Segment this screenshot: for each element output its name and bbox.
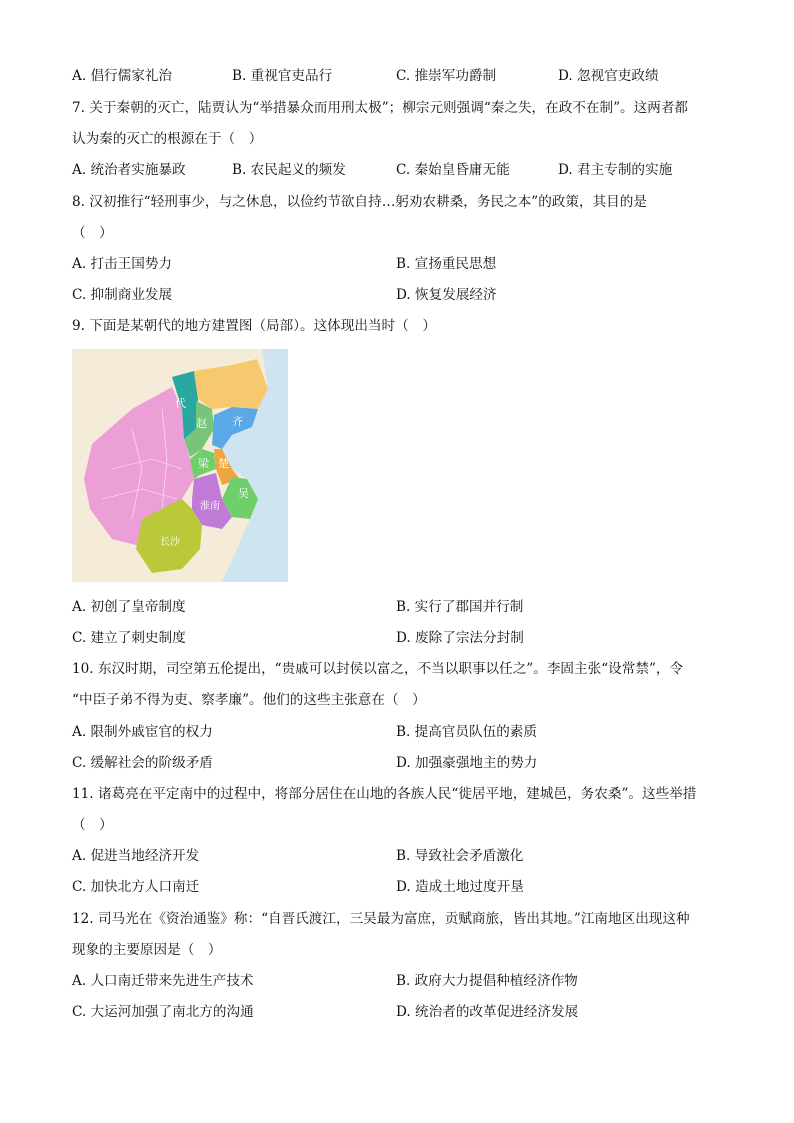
- q7-option-d: D. 君主专制的实施: [558, 162, 673, 178]
- q12-stem-line-2: 现象的主要原因是（ ）: [72, 942, 222, 958]
- map-label-chu: 楚: [218, 457, 229, 470]
- q7-stem-line-2: 认为秦的灭亡的根源在于（ ）: [72, 131, 263, 147]
- q7-option-b: B. 农民起义的频发: [232, 162, 346, 178]
- q12-option-d: D. 统治者的改革促进经济发展: [396, 1004, 579, 1020]
- q7-option-c: C. 秦始皇昏庸无能: [396, 162, 510, 178]
- q11-option-d: D. 造成土地过度开垦: [396, 879, 524, 895]
- map-label-liang: 梁: [198, 457, 209, 470]
- q9-option-c: C. 建立了刺史制度: [72, 630, 186, 646]
- q7-stem-line-1: 7. 关于秦朝的灭亡，陆贾认为“举措暴众而用刑太极”；柳宗元则强调“秦之失，在政不在制”。这两者都: [72, 100, 689, 116]
- q12-stem-line-1: 12. 司马光在《资治通鉴》称：“自晋氏渡江，三吴最为富庶，贡赋商旅，皆出其地。”江南地区出现这种: [72, 911, 690, 927]
- q6-option-c: C. 推崇军功爵制: [396, 68, 497, 84]
- q6-option-b: B. 重视官吏品行: [232, 68, 333, 84]
- q7-option-a: A. 统治者实施暴政: [72, 162, 186, 178]
- q9-option-a: A. 初创了皇帝制度: [72, 599, 186, 615]
- q6-option-a: A. 倡行儒家礼治: [72, 68, 173, 84]
- q11-stem-line-2: （ ）: [72, 817, 113, 833]
- q8-stem-line-1: 8. 汉初推行“轻刑事少，与之休息，以俭约节欲自持…躬劝农耕桑，务民之本”的政策，其目的是: [72, 194, 647, 210]
- q10-stem-line-1: 10. 东汉时期，司空第五伦提出，“贵戚可以封侯以富之，不当以职事以任之”。李固主张“设常禁”，令: [72, 661, 684, 677]
- map-label-zhao: 赵: [196, 417, 207, 430]
- q10-option-d: D. 加强豪强地主的势力: [396, 755, 538, 771]
- q9-option-d: D. 废除了宗法分封制: [396, 630, 524, 646]
- q12-option-c: C. 大运河加强了南北方的沟通: [72, 1004, 254, 1020]
- q11-option-c: C. 加快北方人口南迁: [72, 879, 200, 895]
- q9-option-b: B. 实行了郡国并行制: [396, 599, 524, 615]
- q10-option-b: B. 提高官员队伍的素质: [396, 724, 537, 740]
- q8-option-d: D. 恢复发展经济: [396, 287, 497, 303]
- map-label-huainan: 淮南: [200, 501, 220, 512]
- q10-stem-line-2: “中臣子弟不得为吏、察孝廉”。他们的这些主张意在（ ）: [72, 692, 426, 708]
- map-label-changsha: 长沙: [160, 537, 180, 548]
- q10-option-a: A. 限制外戚宦官的权力: [72, 724, 213, 740]
- q8-option-b: B. 宣扬重民思想: [396, 256, 497, 272]
- map-label-wu: 吴: [238, 487, 249, 500]
- map-label-dai: 代: [175, 397, 186, 410]
- q12-option-a: A. 人口南迁带来先进生产技术: [72, 973, 254, 989]
- q8-option-c: C. 抑制商业发展: [72, 287, 173, 303]
- q12-option-b: B. 政府大力提倡种植经济作物: [396, 973, 578, 989]
- q11-option-b: B. 导致社会矛盾激化: [396, 848, 524, 864]
- q6-option-d: D. 忽视官吏政绩: [558, 68, 659, 84]
- q10-option-c: C. 缓解社会的阶级矛盾: [72, 755, 213, 771]
- q8-option-a: A. 打击王国势力: [72, 256, 173, 272]
- q11-option-a: A. 促进当地经济开发: [72, 848, 200, 864]
- han-administrative-map: [72, 349, 288, 582]
- q11-stem-line-1: 11. 诸葛亮在平定南中的过程中，将部分居住在山地的各族人民“徙居平地，建城邑，务农桑”。这些举措: [72, 786, 697, 802]
- map-label-qi: 齐: [232, 415, 243, 428]
- q8-stem-line-2: （ ）: [72, 225, 113, 241]
- q9-stem-line-1: 9. 下面是某朝代的地方建置图（局部）。这体现出当时（ ）: [72, 318, 436, 334]
